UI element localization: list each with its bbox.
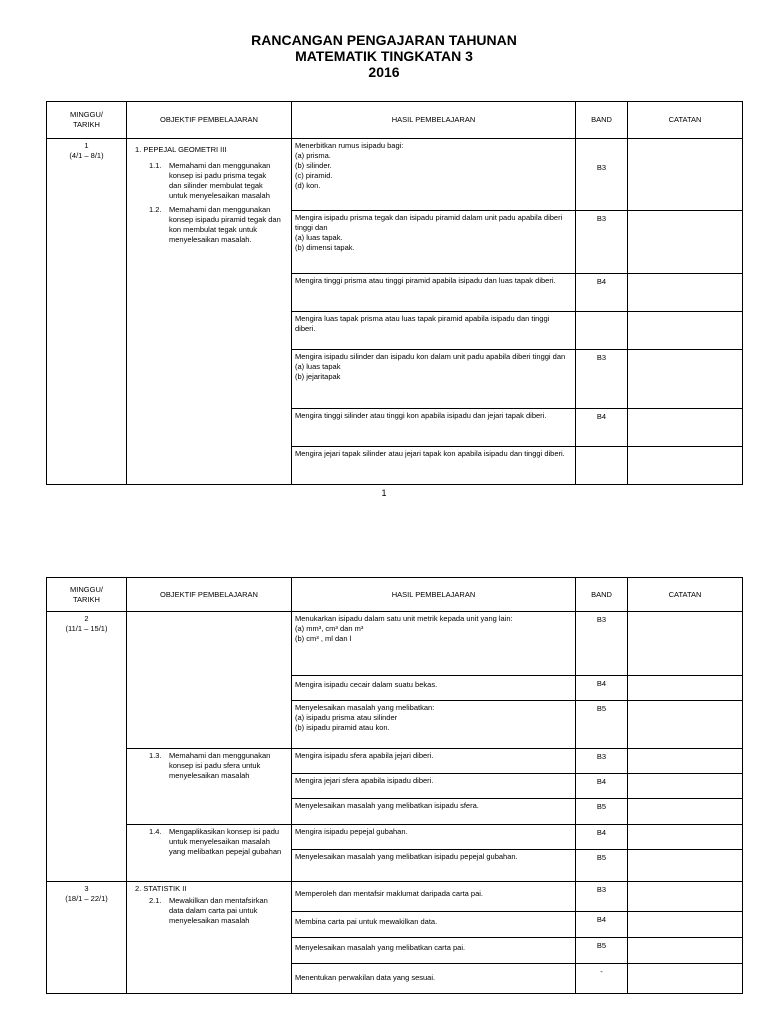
hasil-cell [292,701,576,749]
hasil-line: Mengira luas tapak prisma atau luas tapak piramid apabila isipadu dan tinggi diberi. [295,314,550,333]
topic-title: 2. STATISTIK II [135,884,187,893]
hasil-line: (b) dimensi tapak. [295,243,355,252]
hasil-line: (a) mm³, cm³ dan m³ [295,624,364,633]
document-year: 2016 [368,64,400,80]
hasil-line: Menyelesaikan masalah yang melibatkan: [295,703,435,712]
hasil-cell [292,749,576,774]
band-cell: B5 [576,799,628,825]
hasil-line: (a) luas tapak. [295,233,343,242]
band-cell [576,447,628,485]
band-cell: B5 [576,938,628,964]
hasil-cell [292,447,576,485]
hasil-line: Membina carta pai untuk mewakilkan data. [295,917,438,926]
hasil-cell [292,882,576,912]
table-header-row [47,102,743,139]
hasil-cell [292,274,576,312]
hasil-cell [292,938,576,964]
objective-text: Memahami dan menggunakan konsep isi padu sfera untuk menyelesaikan masalah [169,751,271,780]
catatan-cell [628,912,743,938]
catatan-cell [628,964,743,994]
hasil-cell [292,612,576,676]
week-dates: (18/1 – 22/1) [65,894,108,903]
hasil-line: (b) silinder. [295,161,332,170]
hasil-line: (d) kon. [295,181,321,190]
objective-cell [127,882,292,994]
week-number: 3 [84,884,89,893]
catatan-cell [628,749,743,774]
topic-title: 1. PEPEJAL GEOMETRI III [135,145,227,154]
hasil-line: (a) prisma. [295,151,331,160]
header-objektif: OBJEKTIF PEMBELAJARAN [127,578,292,612]
hasil-cell [292,312,576,350]
document-subtitle: MATEMATIK TINGKATAN 3 [295,48,473,64]
hasil-cell [292,799,576,825]
hasil-line: Mengira jejari sfera apabila isipadu diberi. [295,776,434,785]
table-header-row [47,578,743,612]
hasil-cell [292,825,576,850]
header-catatan: CATATAN [628,578,743,612]
objective-number: 1.4. [149,827,162,836]
objective-cell [127,825,292,882]
header-band: BAND [576,578,628,612]
week-number: 1 [84,141,89,150]
objective-cell [127,749,292,825]
objective-number: 1.3. [149,751,162,760]
hasil-line: Mengira isipadu prisma tegak dan isipadu piramid dalam unit padu apabila diberi tinggi dan [295,213,563,232]
objective-number: 1.2. [149,205,162,214]
catatan-cell [628,409,743,447]
objective-item [149,827,287,857]
header-objektif: OBJEKTIF PEMBELAJARAN [127,102,292,139]
band-cell: B5 [576,850,628,882]
catatan-cell [628,774,743,799]
table-row [47,612,743,676]
hasil-cell [292,350,576,409]
header-band: BAND [576,102,628,139]
catatan-cell [628,612,743,676]
catatan-cell [628,274,743,312]
hasil-line: (a) luas tapak [295,362,341,371]
objective-item [149,161,287,201]
lesson-plan-table-page1 [46,101,743,485]
hasil-cell [292,211,576,274]
week-dates: (4/1 – 8/1) [69,151,104,160]
band-cell: B3 [576,882,628,912]
header-minggu: MINGGU/ TARIKH [47,578,127,612]
hasil-line: Mengira tinggi prisma atau tinggi piramid apabila isipadu dan luas tapak diberi. [295,276,556,285]
hasil-line: Memperoleh dan mentafsir maklumat daripada carta pai. [295,889,484,898]
catatan-cell [628,799,743,825]
band-cell: B4 [576,274,628,312]
hasil-line: Mengira isipadu pepejal gubahan. [295,827,408,836]
objective-item [149,896,287,926]
catatan-cell [628,350,743,409]
hasil-line: Mengira tinggi silinder atau tinggi kon apabila isipadu dan jejari tapak diberi. [295,411,547,420]
hasil-line: (b) jejaritapak [295,372,341,381]
objective-text: Mengaplikasikan konsep isi padu untuk menyelesaikan masalah yang melibatkan pepejal gubahan [169,827,282,856]
band-cell: B4 [576,409,628,447]
header-minggu: MINGGU/ TARIKH [47,102,127,139]
objective-cell-empty [127,612,292,749]
week-number: 2 [84,614,89,623]
objective-cell [127,139,292,485]
band-cell: B4 [576,912,628,938]
objective-item [149,205,287,245]
catatan-cell [628,825,743,850]
hasil-line: (a) isipadu prisma atau silinder [295,713,398,722]
hasil-line: Mengira isipadu silinder dan isipadu kon dalam unit padu apabila diberi tinggi dan [295,352,566,361]
catatan-cell [628,447,743,485]
catatan-cell [628,211,743,274]
hasil-cell [292,964,576,994]
lesson-plan-table-page2 [46,577,743,994]
catatan-cell [628,882,743,912]
band-cell: B3 [576,749,628,774]
hasil-line: (b) isipadu piramid atau kon. [295,723,390,732]
hasil-cell [292,850,576,882]
catatan-cell [628,938,743,964]
objective-number: 2.1. [149,896,162,905]
band-cell [576,312,628,350]
hasil-line: Mengira isipadu cecair dalam suatu bekas. [295,680,438,689]
hasil-cell [292,774,576,799]
band-cell: B4 [576,774,628,799]
table-row [47,882,743,912]
band-cell: B4 [576,676,628,701]
band-cell: B4 [576,825,628,850]
week-cell [47,139,127,485]
header-hasil: HASIL PEMBELAJARAN [292,102,576,139]
document-title: RANCANGAN PENGAJARAN TAHUNAN [251,32,517,48]
hasil-cell [292,912,576,938]
hasil-line: (c) piramid. [295,171,333,180]
band-cell: - [576,964,628,994]
hasil-cell [292,676,576,701]
hasil-line: Menerbitkan rumus isipadu bagi: [295,141,404,150]
hasil-line: Menyelesaikan masalah yang melibatkan isipadu sfera. [295,801,479,810]
header-hasil: HASIL PEMBELAJARAN [292,578,576,612]
catatan-cell [628,701,743,749]
week-dates: (11/1 – 15/1) [65,624,108,633]
hasil-line: Menyelesaikan masalah yang melibatkan carta pai. [295,943,466,952]
table-row [47,139,743,211]
catatan-cell [628,850,743,882]
objective-text: Mewakilkan dan mentafsirkan data dalam carta pai untuk menyelesaikan masalah [169,896,268,925]
hasil-line: Menukarkan isipadu dalam satu unit metrik kepada unit yang lain: [295,614,513,623]
hasil-cell [292,139,576,211]
hasil-line: Menyelesaikan masalah yang melibatkan isipadu pepejal gubahan. [295,852,518,861]
hasil-line: Menentukan perwakilan data yang sesuai. [295,973,436,982]
hasil-line: (b) cm³ , ml dan l [295,634,352,643]
objective-number: 1.1. [149,161,162,170]
catatan-cell [628,676,743,701]
page-number: 1 [381,488,387,498]
band-cell: B3 [576,350,628,409]
table-row [47,825,743,850]
table-row [47,749,743,774]
hasil-line: Mengira jejari tapak silinder atau jejari tapak kon apabila isipadu dan tinggi diberi. [295,449,565,458]
hasil-line: Mengira isipadu sfera apabila jejari diberi. [295,751,434,760]
week-cell [47,882,127,994]
catatan-cell [628,312,743,350]
band-cell: B3 [576,139,628,211]
objective-text: Memahami dan menggunakan konsep isi padu prisma tegak dan silinder membulat tegak untuk menyelesaikan masalah [169,161,271,200]
band-cell: B3 [576,612,628,676]
week-cell [47,612,127,882]
objective-text: Memahami dan menggunakan konsep isipadu piramid tegak dan kon membulat tegak untuk menyelesaikan masalah. [169,205,281,244]
band-cell: B5 [576,701,628,749]
header-catatan: CATATAN [628,102,743,139]
objective-item [149,751,287,781]
band-cell: B3 [576,211,628,274]
catatan-cell [628,139,743,211]
hasil-cell [292,409,576,447]
